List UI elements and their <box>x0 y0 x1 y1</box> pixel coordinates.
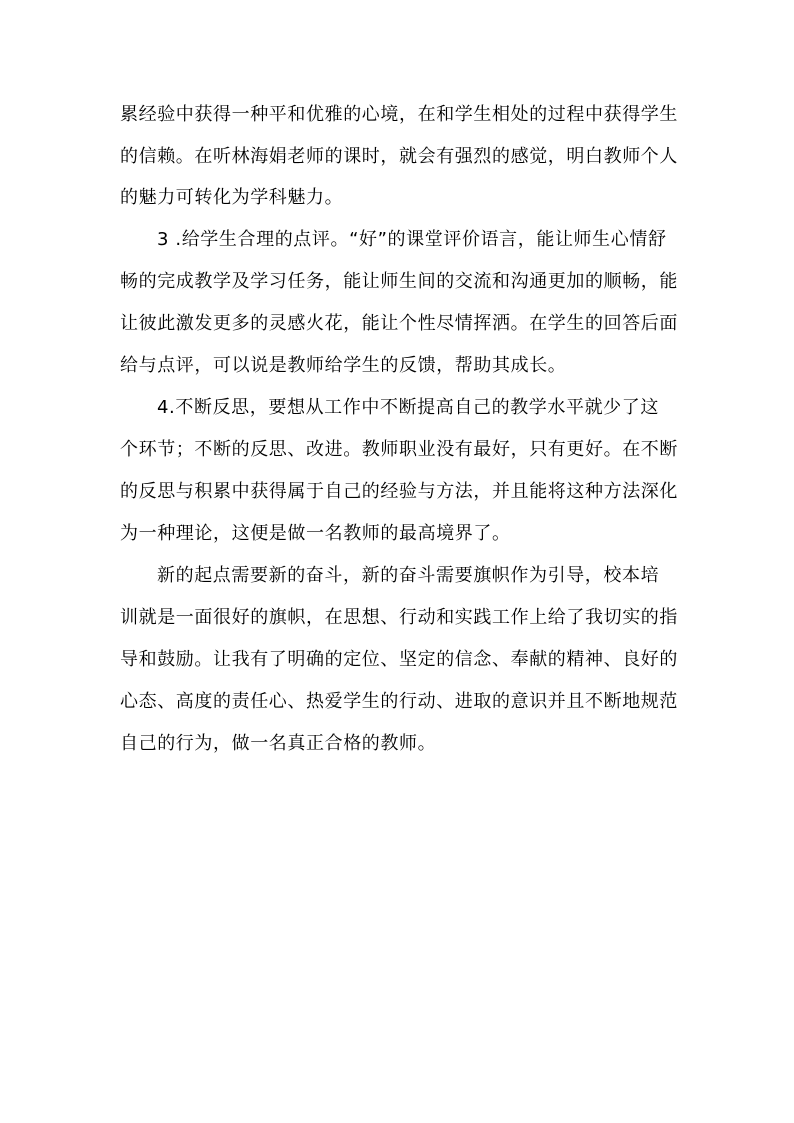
text-line: 心态、高度的责任心、热爱学生的行动、进取的意识并且不断地规范 <box>120 691 678 712</box>
paragraph-4-first-line: 4.不断反思，要想从工作中不断提高自己的教学水平就少了这 <box>157 397 659 418</box>
text-line: 个环节；不断的反思、改进。教师职业没有最好，只有更好。在不断 <box>120 439 678 460</box>
text-line: 训就是一面很好的旗帜，在思想、行动和实践工作上给了我切实的指 <box>120 607 678 628</box>
text-line: 给与点评，可以说是教师给学生的反馈，帮助其成长。 <box>120 355 567 376</box>
text-line: 的信赖。在听林海娟老师的课时，就会有强烈的感觉，明白教师个人 <box>120 146 678 167</box>
conclusion-first-line: 新的起点需要新的奋斗，新的奋斗需要旗帜作为引导，校本培 <box>157 565 660 586</box>
text-line: 让彼此激发更多的灵感火花，能让个性尽情挥洒。在学生的回答后面 <box>120 313 678 334</box>
text-line: 的反思与积累中获得属于自己的经验与方法，并且能将这种方法深化 <box>120 481 678 502</box>
text-line: 累经验中获得一种平和优雅的心境，在和学生相处的过程中获得学生 <box>120 104 678 125</box>
text-line: 畅的完成教学及学习任务，能让师生间的交流和沟通更加的顺畅，能 <box>120 271 678 292</box>
text-line: 的魅力可转化为学科魅力。 <box>120 187 344 208</box>
paragraph-3-first-line: 3 .给学生合理的点评。“好”的课堂评价语言，能让师生心情舒 <box>157 229 667 250</box>
text-line: 自己的行为，做一名真正合格的教师。 <box>120 733 437 754</box>
text-line: 导和鼓励。让我有了明确的定位、坚定的信念、奉献的精神、良好的 <box>120 649 678 670</box>
text-line: 为一种理论，这便是做一名教师的最高境界了。 <box>120 523 511 544</box>
